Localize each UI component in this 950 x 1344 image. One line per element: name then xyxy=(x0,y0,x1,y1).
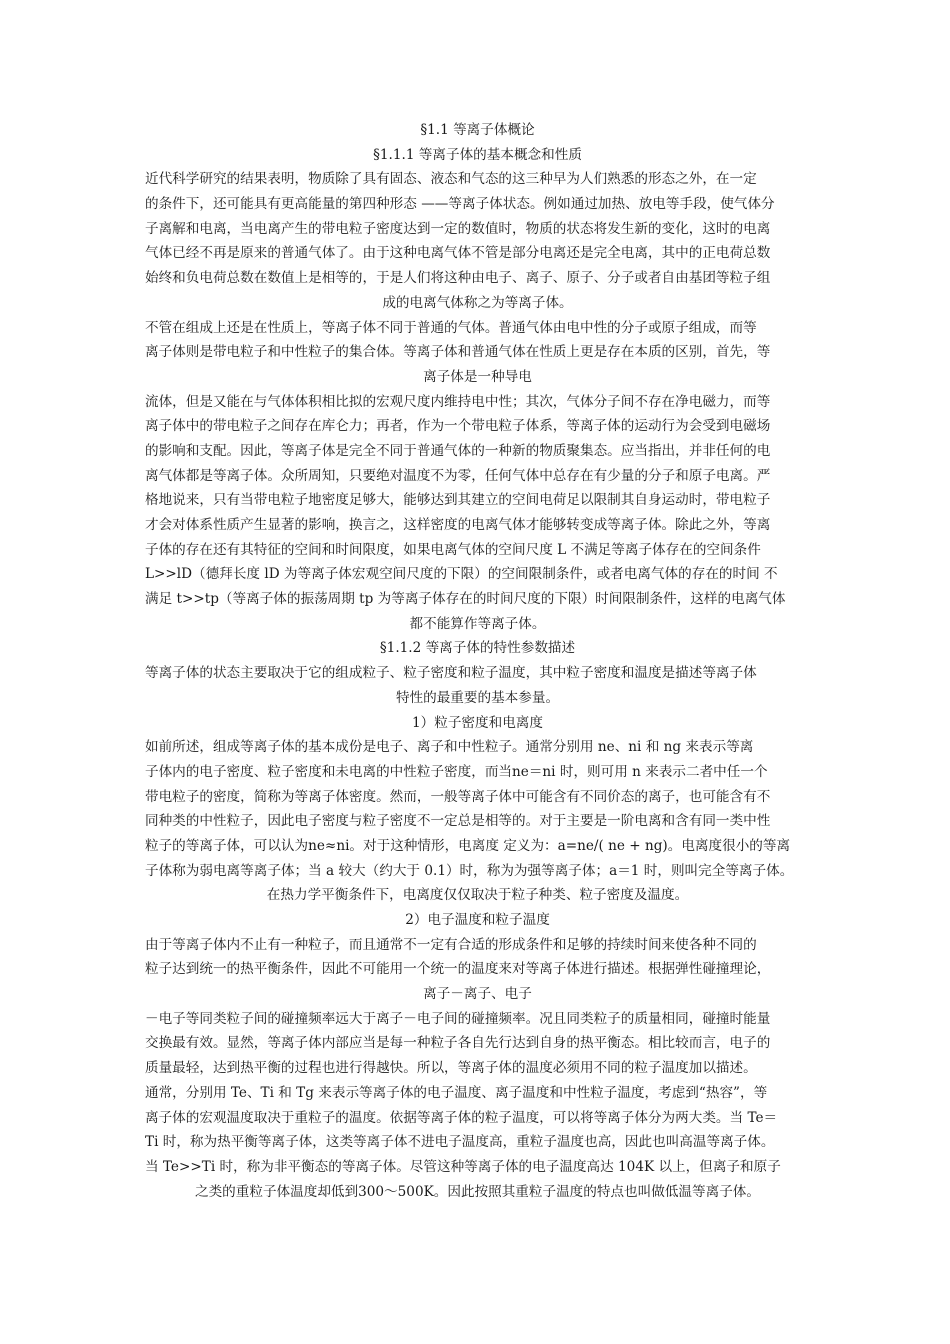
text-line: §1.1.2 等离子体的特性参数描述 xyxy=(379,640,576,657)
text-line: 1）粒子密度和电离度 xyxy=(412,714,543,731)
text-line: 通常，分别用 Te、Ti 和 Tg 来表示等离子体的电子温度、离子温度和中性粒子温度，考虑到“热容”，等 xyxy=(145,1084,768,1101)
text-line: 离子体是一种导电 xyxy=(423,368,532,385)
text-line: 子体称为弱电离等离子体；当 a 较大（约大于 0.1）时，称为为强等离子体；a＝1 时，则叫完全等离子体。 xyxy=(145,862,794,879)
text-line: 子体的存在还有其特征的空间和时间限度，如果电离气体的空间尺度 L 不满足等离子体存在的空间条件 xyxy=(145,541,761,558)
document-page xyxy=(145,118,810,1204)
text-line: 质量最轻，达到热平衡的过程也进行得越快。所以，等离子体的温度必须用不同的粒子温度加以描述。 xyxy=(145,1060,757,1077)
text-line: 当 Te>>Ti 时，称为非平衡态的等离子体。尽管这种等离子体的电子温度高达 104K 以上，但离子和原子 xyxy=(145,1158,781,1175)
text-line: 同种类的中性粒子，因此电子密度与粒子密度不一定总是相等的。对于主要是一阶电离和含有同一类中性 xyxy=(145,813,771,830)
text-line: §1.1.1 等离子体的基本概念和性质 xyxy=(373,146,582,163)
text-line: 离子体则是带电粒子和中性粒子的集合体。等离子体和普通气体在性质上更是存在本质的区别，首先，等 xyxy=(145,344,771,361)
text-line: 离子体中的带电粒子之间存在库仑力；再者，作为一个带电粒子体系，等离子体的运动行为会受到电磁场 xyxy=(145,418,771,435)
text-line: 如前所述，组成等离子体的基本成份是电子、离子和中性粒子。通常分别用 ne、ni 和 ng 来表示等离 xyxy=(145,739,754,756)
text-line: 成的电离气体称之为等离子体。 xyxy=(382,294,573,311)
text-line: 满足 t>>tp（等离子体的振荡周期 tp 为等离子体存在的时间尺度的下限）时间限制条件，这样的电离气体 xyxy=(145,591,786,608)
text-line: 在热力学平衡条件下，电离度仅仅取决于粒子种类、粒子密度及温度。 xyxy=(266,887,689,904)
text-line: 气体已经不再是原来的普通气体了。由于这种电离气体不管是部分电离还是完全电离，其中的正电荷总数 xyxy=(145,245,771,262)
text-line: 不管在组成上还是在性质上，等离子体不同于普通的气体。普通气体由电中性的分子或原子组成，而等 xyxy=(145,319,757,336)
text-line: 离子体的宏观温度取决于重粒子的温度。依据等离子体的粒子温度，可以将等离子体分为两大类。当 Te＝ xyxy=(145,1109,778,1126)
text-line: §1.1 等离子体概论 xyxy=(420,122,535,138)
text-line: Ti 时，称为热平衡等离子体，这类等离子体不进电子温度高，重粒子温度也高，因此也叫高温等离子体。 xyxy=(145,1134,775,1151)
text-line: 特性的最重要的基本参量。 xyxy=(395,689,560,706)
text-line: 由于等离子体内不止有一种粒子，而且通常不一定有合适的形成条件和足够的持续时间来使各种不同的 xyxy=(145,936,757,953)
text-line: 离气体都是等离子体。众所周知，只要绝对温度不为零，任何气体中总存在有少量的分子和原子电离。严 xyxy=(145,467,771,484)
text-line: 2）电子温度和粒子温度 xyxy=(405,912,550,928)
text-line: －电子等同类粒子间的碰撞频率远大于离子－电子间的碰撞频率。况且同类粒子的质量相同，碰撞时能量 xyxy=(145,1010,771,1027)
text-line: 的条件下，还可能具有更高能量的第四种形态 ——等离子体状态。例如通过加热、放电等手段，使气体分 xyxy=(145,196,775,213)
text-line: 都不能算作等离子体。 xyxy=(409,615,546,632)
text-line: 带电粒子的密度，简称为等离子体密度。然而，一般等离子体中可能含有不同价态的离子，也可能含有不 xyxy=(145,788,771,805)
text-line: 格地说来，只有当带电粒子地密度足够大，能够达到其建立的空间电荷足以限制其自身运动时，带电粒子 xyxy=(145,492,771,509)
text-line: 之类的重粒子体温度却低到300～500K。因此按照其重粒子温度的特点也叫做低温等离子体。 xyxy=(194,1183,760,1200)
text-line: 才会对体系性质产生显著的影响，换言之，这样密度的电离气体才能够转变成等离子体。除此之外，等离 xyxy=(145,517,771,533)
text-line: 始终和负电荷总数在数值上是相等的，于是人们将这种由电子、离子、原子、分子或者自由基团等粒子组 xyxy=(145,270,771,287)
text-line: 流体，但是又能在与气体体积相比拟的宏观尺度内维持电中性；其次，气体分子间不存在净电磁力，而等 xyxy=(145,393,771,410)
text-line: 近代科学研究的结果表明，物质除了具有固态、液态和气态的这三种早为人们熟悉的形态之外，在一定 xyxy=(145,171,757,188)
text-line: 等离子体的状态主要取决于它的组成粒子、粒子密度和粒子温度，其中粒子密度和温度是描述等离子体 xyxy=(145,665,757,682)
text-line: 交换最有效。显然，等离子体内部应当是每一种粒子各自先行达到自身的热平衡态。相比较而言，电子的 xyxy=(145,1035,771,1052)
text-line: 粒子达到统一的热平衡条件，因此不可能用一个统一的温度来对等离子体进行描述。根据弹性碰撞理论， xyxy=(145,961,771,978)
text-line: 子离解和电离，当电离产生的带电粒子密度达到一定的数值时，物质的状态将发生新的变化，这时的电离 xyxy=(145,220,771,237)
text-line: 的影响和支配。因此，等离子体是完全不同于普通气体的一种新的物质聚集态。应当指出，并非任何的电 xyxy=(145,442,771,459)
text-line: 离子－离子、电子 xyxy=(423,986,532,1003)
text-line: L>>lD（德拜长度 lD 为等离子体宏观空间尺度的下限）的空间限制条件，或者电离气体的存在的时间 不 xyxy=(145,566,778,583)
text-line: 粒子的等离子体，可以认为ne≈ni。对于这种情形，电离度 定义为：a=ne/( ne + ng)。电离度很小的等离 xyxy=(145,837,791,854)
text-line: 子体内的电子密度、粒子密度和未电离的中性粒子密度，而当ne＝ni 时，则可用 n 来表示二者中任一个 xyxy=(145,763,768,780)
